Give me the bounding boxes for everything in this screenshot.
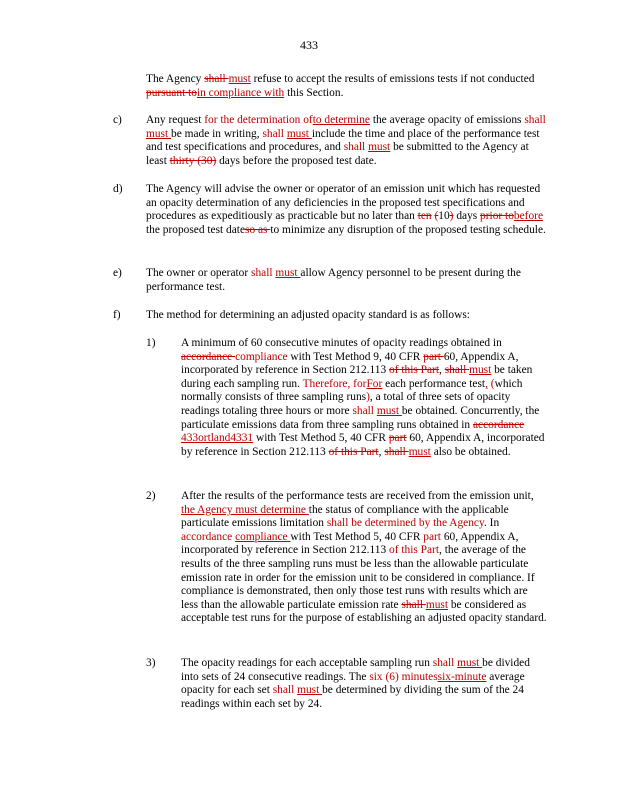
page-number: 433 bbox=[300, 38, 318, 52]
item-c-segment: for the determination of bbox=[204, 114, 313, 126]
sub-2-segment: with Test Method 5, 40 CFR bbox=[290, 530, 424, 543]
item-c-segment: must bbox=[146, 127, 172, 140]
item-d-segment: ten bbox=[417, 210, 432, 223]
intro-segment: refuse to accept the results of emissions tests if not conducted bbox=[250, 73, 535, 85]
sub-1-segment: compliance bbox=[235, 350, 288, 363]
item-f-label: f) bbox=[113, 309, 121, 321]
item-c-segment: Any request bbox=[146, 114, 205, 126]
sub-2-segment: shall bbox=[401, 598, 426, 611]
sub-1-segment: part bbox=[423, 350, 444, 363]
intro-segment: in compliance with bbox=[196, 86, 285, 99]
item-c-segment: (30) bbox=[197, 154, 217, 167]
sub-1-segment: , bbox=[378, 445, 385, 458]
item-d-segment: ) bbox=[449, 210, 454, 223]
intro-segment: shall bbox=[204, 73, 229, 85]
intro-segment: The Agency bbox=[146, 73, 205, 85]
sub-3-segment: must bbox=[457, 657, 483, 669]
sub-1-segment: be taken during each sampling run. bbox=[181, 364, 533, 390]
sub-2-segment: 60, Appendix A, incorporated by reference in Section 212.113 bbox=[181, 530, 519, 557]
item-c-segment: must bbox=[286, 127, 312, 140]
item-c-segment: be made in writing, bbox=[171, 127, 263, 140]
sub-3-segment: must bbox=[297, 684, 323, 697]
item-d-segment: 10 bbox=[438, 210, 450, 223]
sub-3-segment: shall bbox=[272, 684, 298, 697]
item-e-segment: must bbox=[275, 267, 301, 279]
sub-2-segment: of this Part bbox=[389, 544, 440, 557]
item-c-segment: shall bbox=[343, 141, 369, 154]
sub-3-segment: six (6) minutes bbox=[369, 670, 438, 683]
sub-3-segment: be determined by dividing the sum of the 24 readings within each set by 24. bbox=[181, 684, 524, 710]
item-c-segment: shall bbox=[262, 127, 287, 140]
item-f-segment: The method for determining an adjusted opacity standard is as follows: bbox=[146, 309, 470, 321]
sub-1-segment: also be obtained. bbox=[430, 445, 511, 458]
sub-2-segment: shall be determined by the Agency bbox=[326, 517, 484, 530]
item-e-segment: The owner or operator bbox=[146, 267, 252, 279]
sub-2-segment: the status of compliance with the applicable particulate emissions limitation bbox=[181, 503, 509, 530]
sub-1-segment: accordance bbox=[472, 418, 525, 431]
sub-1-segment: , bbox=[485, 377, 488, 390]
sub-1-segment: ) bbox=[366, 391, 370, 404]
sub-2-segment: be considered as acceptable test runs for the purpose of establishing an adjusted opacity standard. bbox=[181, 598, 547, 625]
sub-1-segment: must bbox=[469, 364, 492, 377]
sub-3-segment: shall bbox=[432, 657, 458, 669]
sub-1-segment: part bbox=[388, 432, 407, 445]
sub-2-segment: part bbox=[423, 530, 441, 543]
sub-2-segment: After the results of the performance tests are received from the emission unit, bbox=[181, 490, 534, 502]
item-d-segment: prior to bbox=[480, 210, 514, 223]
sub-1-segment: shall bbox=[352, 404, 377, 417]
item-e-segment: allow Agency personnel to be present during the performance test. bbox=[146, 267, 521, 293]
item-e-label: e) bbox=[113, 267, 122, 279]
sub-2-segment: accordance bbox=[181, 530, 236, 543]
item-c-segment: include the time and place of the performance test and test specifications and procedures, and bbox=[146, 127, 540, 154]
sub-2-segment: compliance bbox=[235, 530, 291, 543]
sub-1-segment: with Test Method 9, 40 CFR bbox=[287, 350, 424, 363]
item-c-segment: thirty bbox=[169, 154, 198, 167]
sub-1-segment: of this Part bbox=[328, 445, 379, 458]
item-e-paragraph bbox=[146, 267, 550, 294]
item-c-paragraph bbox=[146, 114, 550, 168]
item-d-paragraph bbox=[146, 183, 550, 237]
sub-2-segment: . In bbox=[483, 517, 500, 530]
sub-1-segment: be obtained. Concurrently, the particulate emissions data from three sampling runs obtained in bbox=[181, 404, 540, 431]
item-d-segment: before bbox=[513, 210, 543, 223]
intro-segment: must bbox=[228, 73, 251, 85]
sub-1-segment: of this Part bbox=[389, 364, 440, 377]
item-d-segment: the proposed test date bbox=[146, 223, 246, 236]
sub-1-segment: ( bbox=[490, 377, 495, 390]
sub-1-segment: each performance test bbox=[382, 377, 486, 390]
item-d-segment: ( bbox=[434, 210, 439, 223]
intro-segment: this Section. bbox=[284, 86, 344, 99]
sub-1-paragraph bbox=[181, 337, 547, 459]
sub-1-segment: shall bbox=[444, 364, 470, 377]
sub-1-segment: Therefore, for bbox=[302, 377, 367, 390]
item-c-segment: the average opacity of emissions bbox=[369, 114, 525, 126]
sub-1-segment: with Test Method 5, 40 CFR bbox=[253, 432, 389, 445]
sub-1-segment: 60, Appendix A, incorporated by reference in Section 212.113 bbox=[181, 432, 545, 458]
sub-1-segment: , bbox=[439, 364, 445, 377]
item-d-segment: The Agency will advise the owner or operator of an emission unit which has requested an opacity determination of any deficiencies in the proposed test specifications and procedures as expeditiously as practicable but no later than bbox=[146, 183, 541, 223]
item-f-paragraph bbox=[146, 309, 550, 323]
sub-3-segment: six-minute bbox=[437, 670, 487, 683]
sub-1-segment: For bbox=[366, 377, 383, 390]
sub-1-segment: 433ortland4331 bbox=[181, 432, 254, 445]
sub-2-segment: , the average of the results of the three sampling runs must be less than the allowable particulate emission rate in order for the emission unit to be considered in compliance. If compliance is demonstrated, then only those test runs with results which are less than the allowable particulate emission rate bbox=[181, 544, 535, 611]
sub-2-label: 2) bbox=[146, 490, 156, 502]
item-c-label: c) bbox=[113, 114, 122, 126]
sub-3-paragraph bbox=[181, 657, 547, 711]
sub-1-label: 1) bbox=[146, 337, 156, 349]
item-c-segment: must bbox=[368, 141, 391, 154]
sub-2-segment: the Agency must determine bbox=[181, 503, 309, 516]
sub-1-segment: which normally consists of three sampling runs bbox=[181, 377, 523, 404]
sub-1-segment: A minimum of 60 consecutive minutes of opacity readings obtained in bbox=[181, 337, 502, 349]
sub-3-segment: The opacity readings for each acceptable sampling run bbox=[181, 657, 433, 669]
intro-paragraph bbox=[146, 73, 546, 100]
sub-2-paragraph bbox=[181, 490, 547, 626]
sub-3-label: 3) bbox=[146, 657, 156, 669]
sub-3-segment: average opacity for each set bbox=[181, 670, 525, 697]
sub-1-segment: must bbox=[408, 445, 431, 458]
sub-3-segment: be divided into sets of 24 consecutive readings. The bbox=[181, 657, 530, 683]
sub-1-segment: 60, Appendix A, incorporated by reference in Section 212.113 bbox=[181, 350, 519, 377]
item-d-segment: to minimize any disruption of the proposed testing schedule. bbox=[270, 223, 546, 236]
sub-1-segment: accordance bbox=[181, 350, 236, 363]
item-c-segment: days before the proposed test date. bbox=[216, 154, 377, 167]
item-e-segment: shall bbox=[251, 267, 276, 279]
item-d-label: d) bbox=[113, 183, 123, 195]
sub-2-segment: must bbox=[425, 598, 448, 611]
item-d-segment: so as bbox=[245, 223, 271, 236]
sub-1-segment: , a total of three sets of opacity readings totaling three hours or more bbox=[181, 391, 511, 417]
intro-segment: pursuant to bbox=[146, 86, 197, 99]
sub-1-segment: must bbox=[376, 404, 402, 417]
sub-1-segment: shall bbox=[384, 445, 409, 458]
item-d-segment: days bbox=[453, 210, 481, 223]
item-c-segment: shall bbox=[524, 114, 546, 126]
item-c-segment: to determine bbox=[312, 114, 370, 126]
item-c-segment: be submitted to the Agency at least bbox=[146, 141, 529, 167]
